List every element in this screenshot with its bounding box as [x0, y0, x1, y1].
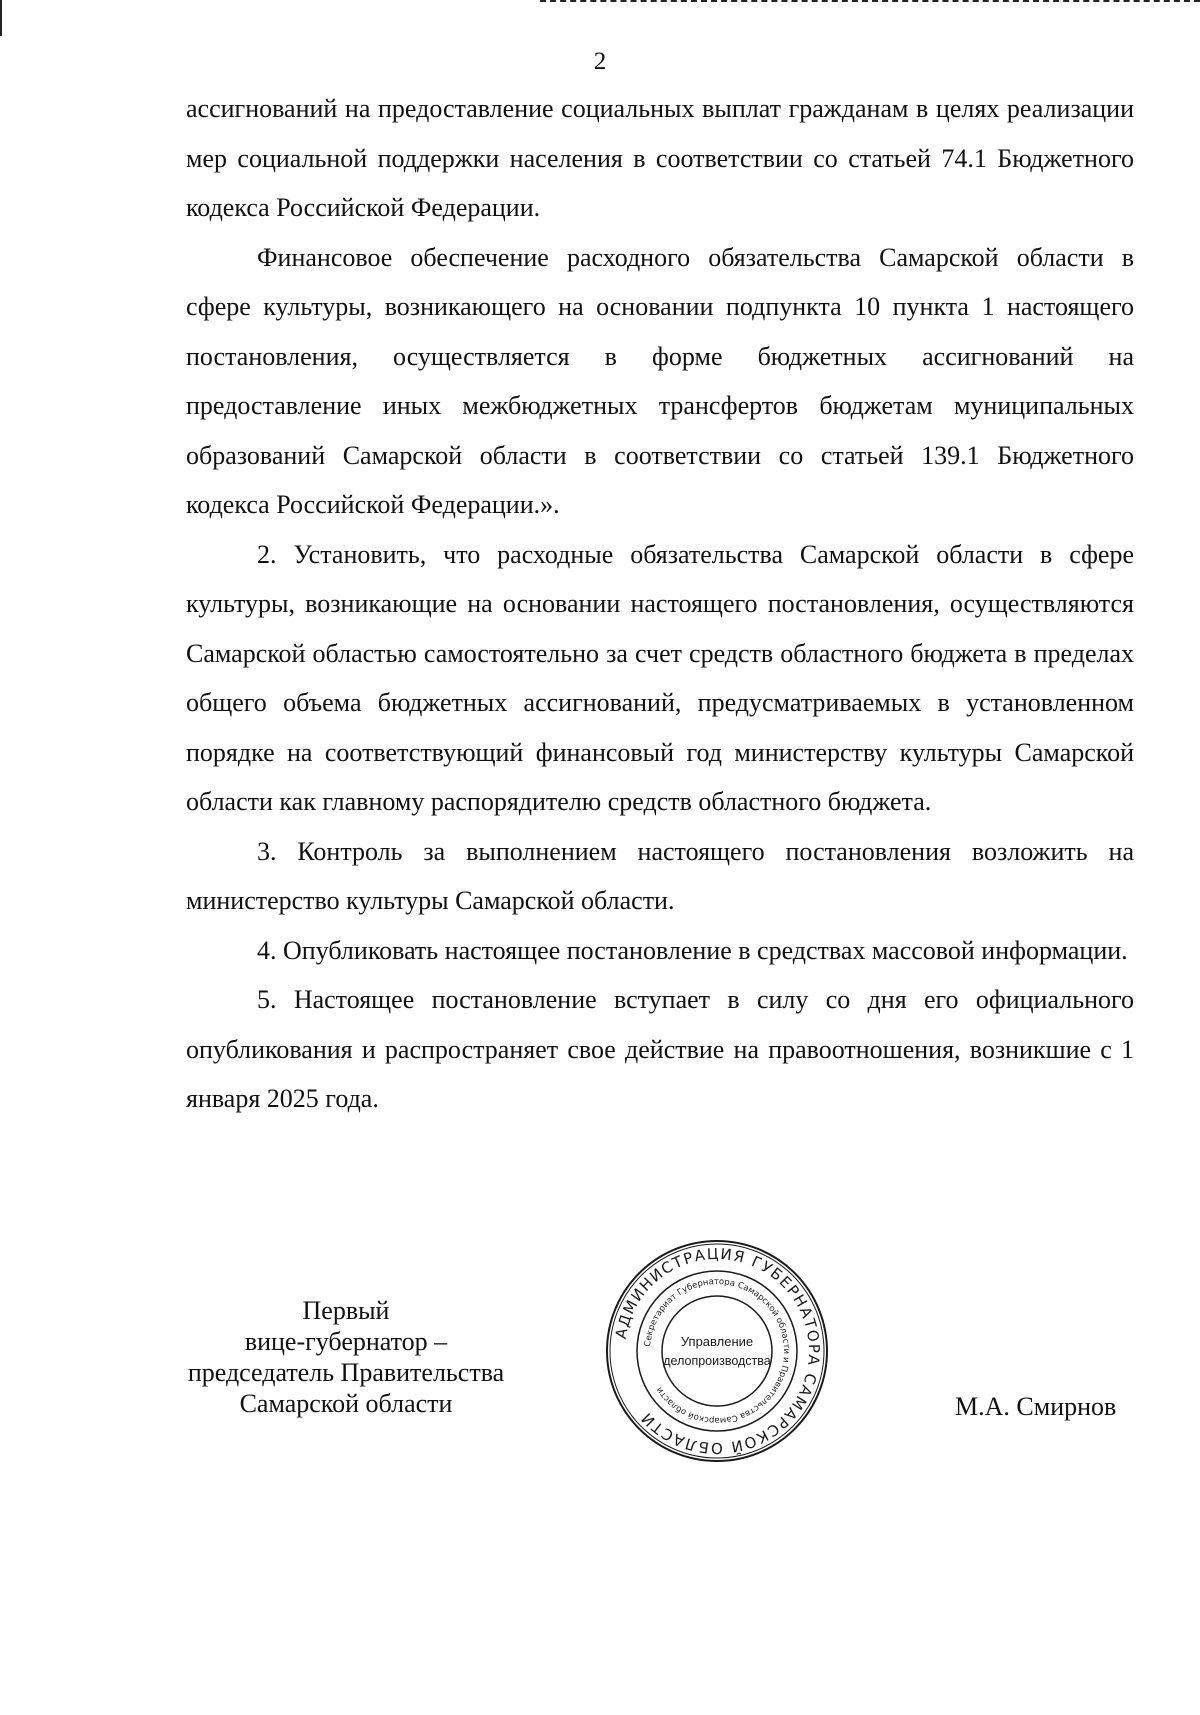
scan-edge-mark-left	[0, 0, 2, 36]
paragraph-continuation: ассигнований на предоставление социальных выплат гражданам в целях реализации мер социальной поддержки населения в соответствии со статьей 74.1 Бюджетного кодекса Российской Федерации.	[186, 94, 1134, 222]
seal-inner-ring	[662, 1296, 772, 1406]
scan-edge-mark	[540, 0, 1200, 4]
position-line: председатель Правительства	[187, 1358, 505, 1387]
seal-center-line: Управление	[680, 1334, 754, 1349]
seal-outer-text: АДМИНИСТРАЦИЯ ГУБЕРНАТОРА САМАРСКОЙ ОБЛАСТИ	[611, 1244, 824, 1458]
signatory-name: М.А. Смирнов	[955, 1392, 1117, 1421]
seal-center-line: делопроизводства	[663, 1354, 771, 1368]
seal-outer-ring	[607, 1241, 827, 1461]
seal-graphic	[604, 1238, 830, 1464]
position-line: Первый	[302, 1296, 390, 1325]
document-body	[186, 84, 1134, 1124]
paragraph-item-3: 3. Контроль за выполнением настоящего постановления возложить на министерство культуры Самарской области.	[186, 836, 1134, 915]
seal-inner-text: Секретариат Губернатора Самарской области и Правительства Самарской области	[643, 1276, 792, 1426]
seal-middle-ring	[637, 1271, 797, 1431]
position-line: Самарской области	[239, 1389, 453, 1418]
signatory-position	[166, 1295, 526, 1419]
page-number: 2	[593, 48, 607, 75]
paragraph-item-2: 2. Установить, что расходные обязательства Самарской области в сфере культуры, возникающие на основании настоящего постановления, осуществляются Самарской областью самостоятельно за счет средств областного бюджета в пределах общего объема бюджетных ассигнований, предусматриваемых в установленном порядке на соответствующий финансовый год министерству культуры Самарской области как главному распорядителю средств областного бюджета.	[186, 539, 1134, 816]
paragraph-financing: Финансовое обеспечение расходного обязательства Самарской области в сфере культуры, возникающего на основании подпункта 10 пункта 1 настоящего постановления, осуществляется в форме бюджетных ассигнований на предоставление иных межбюджетных трансфертов бюджетам муниципальных образований Самарской области в соответствии со статьей 139.1 Бюджетного кодекса Российской Федерации.».	[186, 242, 1134, 519]
paragraph-item-4: 4. Опубликовать настоящее постановление в средствах массовой информации.	[257, 935, 1128, 965]
position-line: вице-губернатор –	[244, 1327, 448, 1356]
official-seal	[604, 1238, 830, 1464]
paragraph-item-5: 5. Настоящее постановление вступает в силу со дня его официального опубликования и распространяет свое действие на правоотношения, возникшие с 1 января 2025 года.	[186, 985, 1134, 1113]
